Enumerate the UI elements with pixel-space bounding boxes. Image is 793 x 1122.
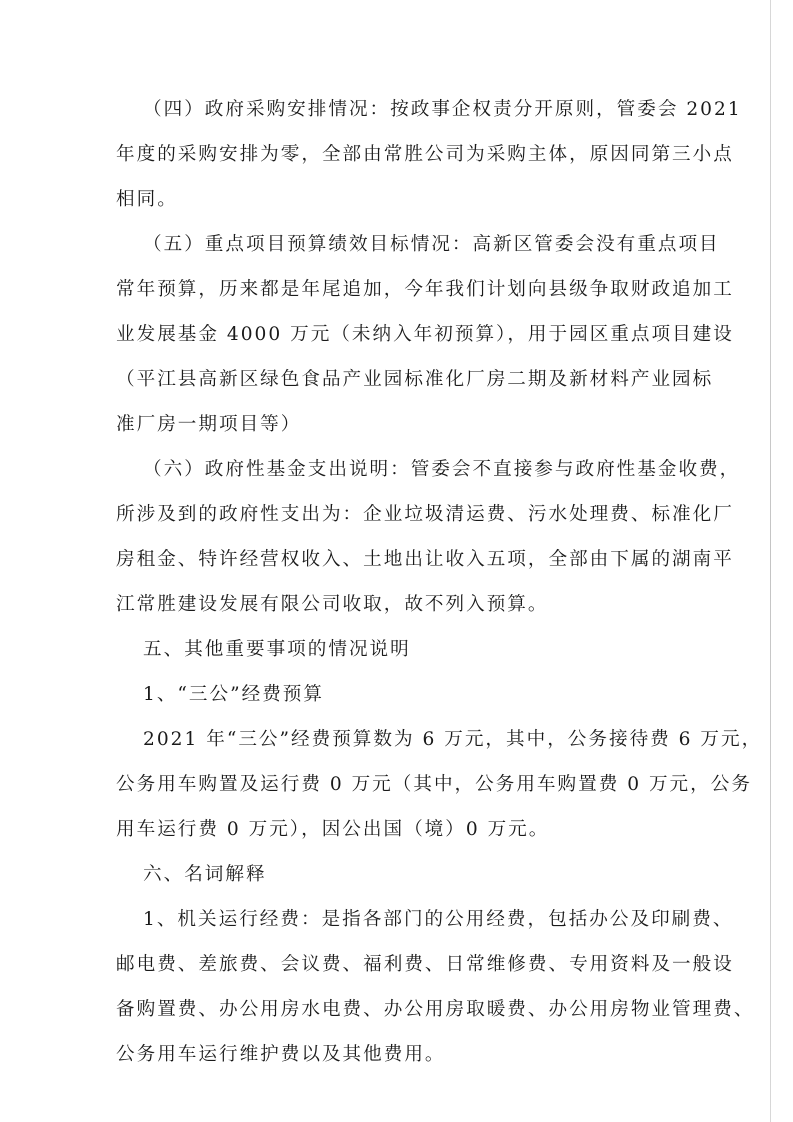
operating-expenses-line-2: 邮电费、差旅费、会议费、福利费、日常维修费、专用资料及一般设 — [116, 954, 734, 975]
three-public-line-3: 用车运行费 0 万元），因公出国（境）0 万元。 — [116, 819, 550, 840]
procurement-line-1: （四）政府采购安排情况：按政事企权责分开原则，管委会 2021 — [143, 99, 742, 120]
three-public-heading: 1、“三公”经费预算 — [143, 684, 324, 705]
section-six-heading: 六、名词解释 — [143, 864, 267, 885]
three-public-line-1: 2021 年“三公”经费预算数为 6 万元，其中，公务接待费 6 万元， — [143, 729, 763, 750]
key-projects-line-2: 常年预算，历来都是年尾追加，今年我们计划向县级争取财政追加工 — [116, 279, 734, 300]
procurement-line-3: 相同。 — [116, 189, 178, 210]
operating-expenses-line-4: 公务用车运行维护费以及其他费用。 — [116, 1044, 446, 1065]
procurement-line-2: 年度的采购安排为零，全部由常胜公司为采购主体，原因同第三小点 — [116, 144, 734, 165]
government-funds-line-4: 江常胜建设发展有限公司收取，故不列入预算。 — [116, 594, 549, 615]
government-funds-line-1: （六）政府性基金支出说明：管委会不直接参与政府性基金收费， — [143, 459, 741, 480]
operating-expenses-line-1: 1、机关运行经费：是指各部门的公用经费，包括办公及印刷费、 — [143, 909, 734, 930]
section-five-heading: 五、其他重要事项的情况说明 — [143, 639, 411, 660]
key-projects-line-3: 业发展基金 4000 万元（未纳入年初预算），用于园区重点项目建设 — [116, 324, 734, 345]
key-projects-line-1: （五）重点项目预算绩效目标情况：高新区管委会没有重点项目 — [143, 234, 720, 255]
government-funds-line-3: 房租金、特许经营权收入、土地出让收入五项，全部由下属的湖南平 — [116, 549, 734, 570]
operating-expenses-line-3: 备购置费、办公用房水电费、办公用房取暖费、办公用房物业管理费、 — [116, 999, 755, 1020]
key-projects-line-4: （平江县高新区绿色食品产业园标准化厂房二期及新材料产业园标 — [116, 369, 714, 390]
three-public-line-2: 公务用车购置及运行费 0 万元（其中，公务用车购置费 0 万元，公务 — [116, 774, 752, 795]
scan-edge-line — [770, 0, 771, 1122]
key-projects-line-5: 准厂房一期项目等） — [116, 414, 302, 435]
government-funds-line-2: 所涉及到的政府性支出为：企业垃圾清运费、污水处理费、标准化厂 — [116, 504, 734, 525]
